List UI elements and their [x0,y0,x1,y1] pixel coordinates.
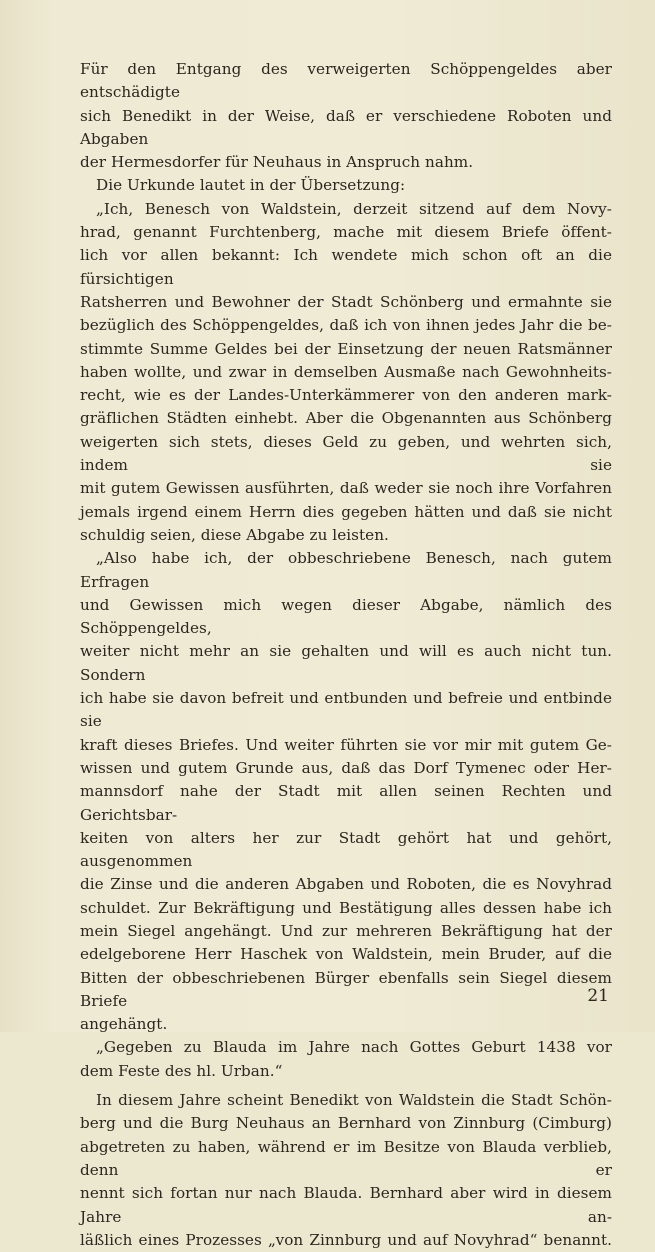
text-line: recht, wie es der Landes-Unterkämmerer von den anderen mark- [80,386,612,405]
text-line: lich vor allen bekannt: Ich wendete mich schon oft an die fürsichtigen [80,246,612,288]
text-line: mit gutem Gewissen ausführten, daß weder sie noch ihre Vorfahren [80,479,612,498]
body-text [80,58,612,1252]
text-line: die Zinse und die anderen Abgaben und Roboten, die es Novyhrad [80,875,612,894]
text-line: In diesem Jahre scheint Benedikt von Waldstein die Stadt Schön- [96,1091,612,1110]
paragraph-3 [80,198,612,547]
text-line: weiter nicht mehr an sie gehalten und will es auch nicht tun. Sondern [80,642,612,684]
page-number: 21 [587,986,609,1006]
text-line: schuldig seien, diese Abgabe zu leisten. [80,525,389,544]
text-line: Ratsherren und Bewohner der Stadt Schönberg und ermahnte sie [80,292,612,311]
text-line: „Also habe ich, der obbeschriebene Benesch, nach gutem Erfragen [80,549,612,591]
text-line: dem Feste des hl. Urban.“ [80,1061,283,1080]
text-line: angehängt. [80,1015,168,1034]
text-line: berg und die Burg Neuhaus an Bernhard von Zinnburg (Cimburg) [80,1114,612,1133]
text-line: der Hermesdorfer für Neuhaus in Anspruch nahm. [80,153,474,172]
text-line: keiten von alters her zur Stadt gehört hat und gehört, ausgenommen [80,828,612,871]
text-line: nennt sich fortan nur nach Blauda. Bernhard aber wird in diesem Jahre an- [80,1184,612,1226]
text-line: ich habe sie davon befreit und entbunden und befreie und entbinde sie [80,689,612,731]
paragraph-6 [80,1089,612,1252]
text-line: hrad, genannt Furchtenberg, mache mit diesem Briefe öffent- [80,223,612,242]
text-line: bezüglich des Schöppengeldes, daß ich von ihnen jedes Jahr die be- [80,316,612,335]
text-line: sich Benedikt in der Weise, daß er verschiedene Roboten und Abgaben [80,106,612,148]
text-line: und Gewissen mich wegen dieser Abgabe, nämlich des Schöppengeldes, [80,595,612,638]
text-line: haben wollte, und zwar in demselben Ausmaße nach Gewohnheits- [80,362,612,381]
text-line: edelgeborene Herr Haschek von Waldstein, mein Bruder, auf die [80,945,612,964]
text-line: stimmte Summe Geldes bei der Einsetzung der neuen Ratsmänner [80,339,612,358]
text-line: Die Urkunde lautet in der Übersetzung: [96,176,406,195]
paragraph-5 [80,1036,612,1083]
text-line: mein Siegel angehängt. Und zur mehreren Bekräftigung hat der [80,921,612,940]
text-line: Bitten der obbeschriebenen Bürger ebenfalls sein Siegel diesem Briefe [80,968,612,1010]
text-line: weigerten sich stets, dieses Geld zu geben, und wehrten sich, indem sie [80,432,612,475]
text-line: mannsdorf nahe der Stadt mit allen seinen Rechten und Gerichtsbar- [80,782,612,824]
text-line: abgetreten zu haben, während er im Besitze von Blauda verblieb, denn er [80,1137,612,1179]
text-line: kraft dieses Briefes. Und weiter führten sie vor mir mit gutem Ge- [80,735,612,754]
text-line: wissen und gutem Grunde aus, daß das Dorf Tymenec oder Her- [80,758,612,777]
text-line: Für den Entgang des verweigerten Schöppengeldes aber entschädigte [80,60,612,102]
text-line: läßlich eines Prozesses „von Zinnburg und auf Novyhrad“ benannt. [80,1230,612,1249]
text-line: „Gegeben zu Blauda im Jahre nach Gottes Geburt 1438 vor [96,1038,612,1057]
paragraph-2 [80,174,612,197]
text-line: schuldet. Zur Bekräftigung und Bestätigung alles dessen habe ich [80,898,612,917]
text-line: jemals irgend einem Herrn dies gegeben hätten und daß sie nicht [80,502,612,521]
paragraph-4 [80,547,612,1036]
paragraph-1 [80,58,612,174]
text-line: gräflichen Städten einhebt. Aber die Obgenannten aus Schönberg [80,409,612,428]
text-line: „Ich, Benesch von Waldstein, derzeit sitzend auf dem Novy- [96,199,612,218]
